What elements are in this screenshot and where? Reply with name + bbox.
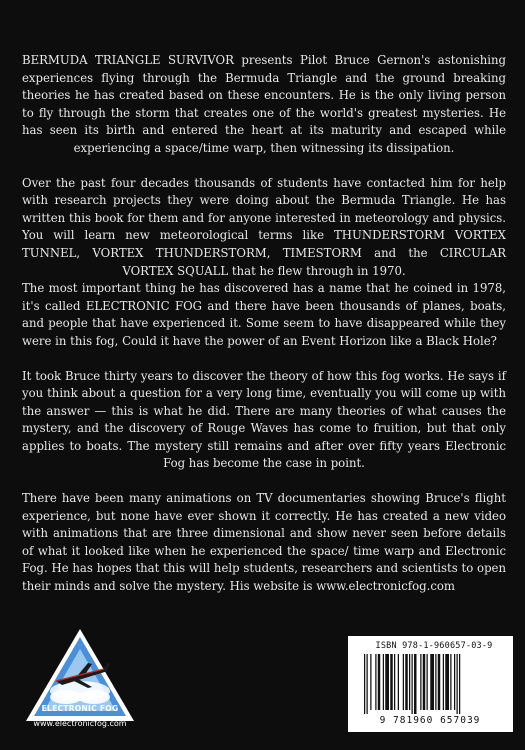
paragraph-intro: BERMUDA TRIANGLE SURVIVOR presents Pilot Bruce Gernon's astonishing experiences flying through the Bermuda Triangle and the ground breaking theories he has created based on these encounters. He is the only living person to fly through the storm that creates one of the world's greatest mysteries. He has seen its birth and entered the heart at its maturity and escaped while experiencing a space/time warp, then witnessing its dissipation. <box>22 53 506 155</box>
logo-label: ELECTRONIC FOG <box>41 704 119 713</box>
paragraph-students: Over the past four decades thousands of students have contacted him for help with research projects they were doing about the Bermuda Triangle. He has written this book for them and for anyone interested in meteorology and physics. You will learn new meteorological terms like THUNDERSTORM VORTEX TUNNEL, VORTEX THUNDERSTORM, TIMESTORM and the CIRCULAR VORTEX SQUALL that he flew through in 1970. <box>22 175 506 278</box>
back-cover-description <box>22 52 506 596</box>
barcode-bars <box>362 654 499 714</box>
barcode-number: 9 781960 657039 <box>379 715 481 726</box>
paragraph-video: There have been many animations on TV documentaries showing Bruce's flight experience, but none have ever shown it correctly. He has created a new video with animations that are three dimensional and show never seen before details of what it looked like when he experienced the space/ time warp and Electronic Fog. He has hopes that this will help students, researchers and scientists to open their minds and solve the mystery. His website is www.electronicfog.com <box>22 491 506 594</box>
isbn-barcode <box>348 636 513 732</box>
isbn-label: ISBN 978-1-960657-03-9 <box>375 641 493 651</box>
paragraph-electronic-fog: The most important thing he has discovered has a name that he coined in 1978, it's called ELECTRONIC FOG and there have been thousands of planes, boats, and people that have experienced it. Some seem to have disappeared while they were in this fog, Could it have the power of an Event Horizon like a Black Hole? <box>22 281 506 348</box>
logo-website: www.electronicfog.com <box>33 719 127 728</box>
paragraph-theory: It took Bruce thirty years to discover the theory of how this fog works. He says if you think about a question for a very long time, eventually you will come up with the answer — this is what he did. There are many theories of what causes the mystery, and the discovery of Rouge Waves has come to fruition, but that only applies to boats. The mystery still remains and after over fifty years Electronic Fog has become the case in point. <box>22 368 506 471</box>
